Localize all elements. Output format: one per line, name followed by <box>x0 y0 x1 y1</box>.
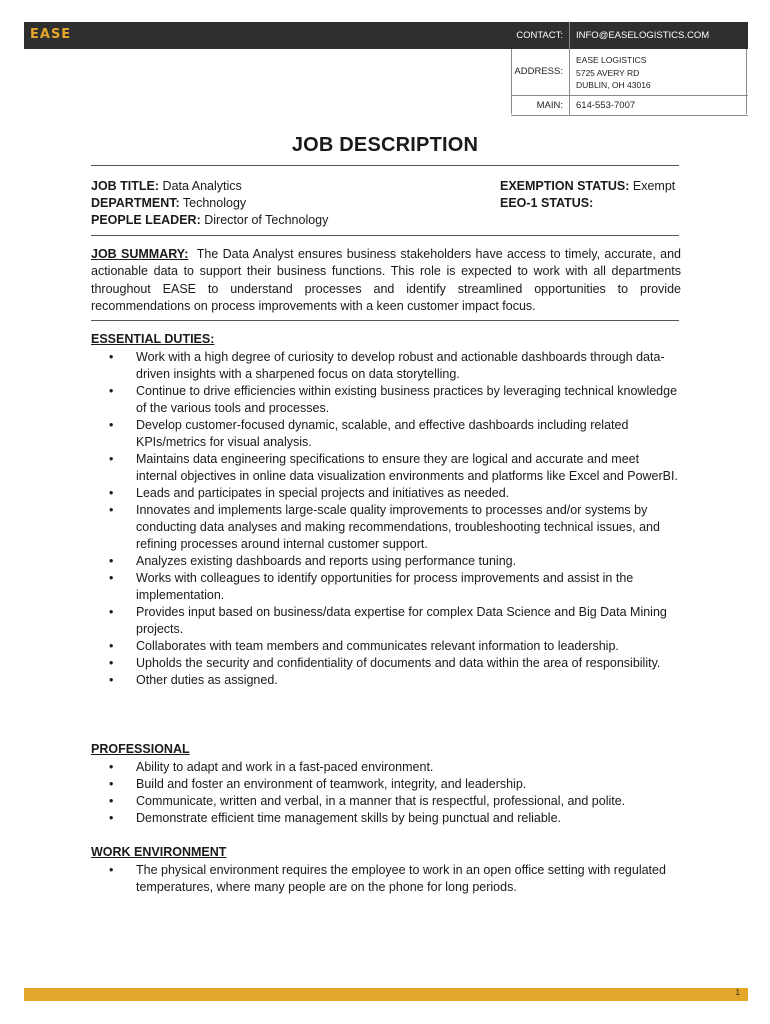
company-logo: EASE <box>30 27 72 42</box>
page-title: JOB DESCRIPTION <box>291 134 479 156</box>
footer-bar <box>24 988 748 1001</box>
main-label: MAIN: <box>536 100 563 111</box>
list-item: • Maintains data engineering specifications to ensure they are logical and accurate and meet internal objectives in online data visualization environments and platforms like Excel and PowerBI. <box>136 451 681 485</box>
list-item: • Demonstrate efficient time management skills by being punctual and reliable. <box>136 810 681 827</box>
page-number: 1 <box>735 988 740 997</box>
list-item: • Leads and participates in special projects and initiatives as needed. <box>136 485 681 502</box>
list-item: • Communicate, written and verbal, in a manner that is respectful, professional, and polite. <box>136 793 681 810</box>
job-info-right <box>500 178 675 212</box>
main-phone: 614-553-7007 <box>569 96 748 115</box>
eeo-line <box>500 195 675 212</box>
department-line <box>91 195 328 212</box>
list-item: • Develop customer-focused dynamic, scalable, and effective dashboards including related KPIs/metrics for visual analysis. <box>136 417 681 451</box>
address-line: 5725 AVERY RD <box>576 67 640 78</box>
contact-email[interactable]: INFO@EASELOGISTICS.COM <box>569 22 748 49</box>
list-item: • Collaborates with team members and communicates relevant information to leadership. <box>136 638 681 655</box>
address-line: DUBLIN, OH 43016 <box>576 80 651 90</box>
list-item: • The physical environment requires the employee to work in an open office setting with regulated temperatures, where many people are on the phone for long periods. <box>136 862 681 896</box>
professional-heading: PROFESSIONAL <box>91 742 190 756</box>
contact-box <box>511 22 748 116</box>
title-divider <box>91 165 679 166</box>
people-leader-label: PEOPLE LEADER: <box>91 213 201 227</box>
department-label: DEPARTMENT: <box>91 196 180 210</box>
job-summary <box>91 246 681 315</box>
exemption-line <box>500 178 675 195</box>
list-item: • Innovates and implements large-scale quality improvements to processes and/or systems by conducting data analyses and making recommendations, troubleshooting technical issues, and refining processes around internal customer support. <box>136 502 681 553</box>
people-leader-value: Director of Technology <box>204 213 329 227</box>
exemption-label: EXEMPTION STATUS: <box>500 179 630 193</box>
essential-duties-heading: ESSENTIAL DUTIES: <box>91 332 215 346</box>
contact-label: CONTACT: <box>516 30 563 41</box>
eeo-label: EEO-1 STATUS: <box>500 196 594 210</box>
work-environment-list <box>91 862 681 896</box>
list-item: • Work with a high degree of curiosity to develop robust and actionable dashboards through data-driven insights with a sharpened focus on data storytelling. <box>136 349 681 383</box>
list-item: • Analyzes existing dashboards and reports using performance tuning. <box>136 553 681 570</box>
list-item: • Other duties as assigned. <box>136 672 681 689</box>
list-item: • Works with colleagues to identify opportunities for process improvements and assist in the implementation. <box>136 570 681 604</box>
job-info-left <box>91 178 328 229</box>
job-title-value: Data Analytics <box>162 179 242 193</box>
address-label: ADDRESS: <box>514 66 563 77</box>
list-item: • Provides input based on business/data expertise for complex Data Science and Big Data Mining projects. <box>136 604 681 638</box>
list-item: • Upholds the security and confidentiality of documents and data within the area of responsibility. <box>136 655 681 672</box>
summary-divider <box>91 320 679 321</box>
essential-duties-list <box>91 349 681 689</box>
people-leader-line <box>91 212 328 229</box>
job-summary-text: The Data Analyst ensures business stakeholders have access to timely, accurate, and actionable data to support their business functions. This role is expected to work with all departments throughout EASE to understand processes and identify streamlined opportunities to provide recommendations on process improvements with a keen customer impact focus. <box>91 247 681 313</box>
main-phone-row <box>511 96 748 116</box>
address-value <box>569 49 748 95</box>
list-item: • Ability to adapt and work in a fast-paced environment. <box>136 759 681 776</box>
address-line: EASE LOGISTICS <box>576 55 647 65</box>
info-divider <box>91 235 679 236</box>
department-value: Technology <box>182 196 247 210</box>
list-item: • Build and foster an environment of teamwork, integrity, and leadership. <box>136 776 681 793</box>
work-environment-heading: WORK ENVIRONMENT <box>91 845 227 859</box>
job-summary-heading: JOB SUMMARY: <box>91 247 189 261</box>
job-title-line <box>91 178 328 195</box>
list-item: • Continue to drive efficiencies within existing business practices by leveraging technical knowledge of the various tools and processes. <box>136 383 681 417</box>
exemption-value: Exempt <box>632 179 676 193</box>
contact-row <box>511 22 748 49</box>
professional-list <box>91 759 681 827</box>
job-title-label: JOB TITLE: <box>91 179 160 193</box>
address-row <box>511 49 748 96</box>
